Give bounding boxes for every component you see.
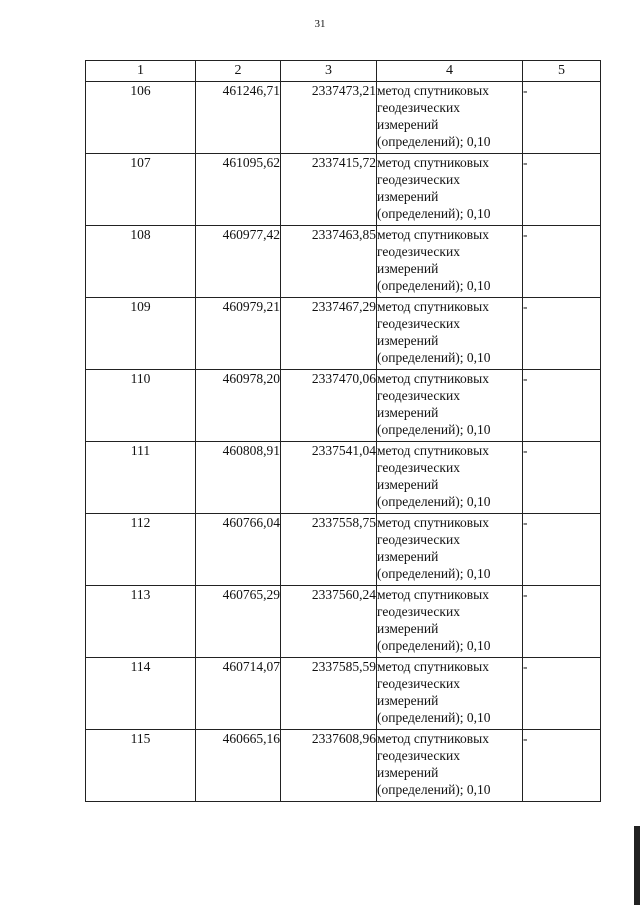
method-line: измерений — [377, 405, 439, 420]
method-cell — [377, 514, 523, 586]
note-cell: - — [523, 514, 601, 586]
scan-edge-mark — [634, 826, 640, 905]
point-number-cell: 112 — [86, 514, 196, 586]
coord-x-cell: 461095,62 — [196, 154, 281, 226]
table-header — [86, 61, 601, 82]
point-number-cell: 106 — [86, 82, 196, 154]
point-number-cell: 114 — [86, 658, 196, 730]
method-line: геодезических — [377, 100, 460, 115]
note-cell: - — [523, 370, 601, 442]
coord-x-cell: 460665,16 — [196, 730, 281, 802]
method-line: метод спутниковых — [377, 299, 489, 314]
coord-y-cell: 2337415,72 — [281, 154, 377, 226]
method-line: геодезических — [377, 604, 460, 619]
header-col-1: 1 — [86, 61, 196, 82]
table-row — [86, 514, 601, 586]
method-line: геодезических — [377, 172, 460, 187]
method-line: измерений — [377, 333, 439, 348]
coord-x-cell: 460714,07 — [196, 658, 281, 730]
method-line: метод спутниковых — [377, 659, 489, 674]
method-line: измерений — [377, 765, 439, 780]
method-line: геодезических — [377, 388, 460, 403]
note-cell: - — [523, 82, 601, 154]
method-line: геодезических — [377, 532, 460, 547]
method-line: геодезических — [377, 748, 460, 763]
method-line: (определений); 0,10 — [377, 422, 491, 437]
coord-x-cell: 460979,21 — [196, 298, 281, 370]
method-line: (определений); 0,10 — [377, 350, 491, 365]
table-row — [86, 154, 601, 226]
table-row — [86, 586, 601, 658]
method-line: (определений); 0,10 — [377, 494, 491, 509]
point-number-cell: 107 — [86, 154, 196, 226]
coord-y-cell: 2337467,29 — [281, 298, 377, 370]
coord-y-cell: 2337560,24 — [281, 586, 377, 658]
method-line: (определений); 0,10 — [377, 134, 491, 149]
method-line: метод спутниковых — [377, 515, 489, 530]
coord-y-cell: 2337585,59 — [281, 658, 377, 730]
coord-y-cell: 2337541,04 — [281, 442, 377, 514]
method-line: измерений — [377, 189, 439, 204]
method-cell — [377, 298, 523, 370]
method-cell — [377, 658, 523, 730]
method-cell — [377, 226, 523, 298]
note-cell: - — [523, 730, 601, 802]
header-col-4: 4 — [377, 61, 523, 82]
page-number: 31 — [314, 18, 326, 30]
point-number-cell: 111 — [86, 442, 196, 514]
method-line: геодезических — [377, 244, 460, 259]
method-line: метод спутниковых — [377, 443, 489, 458]
table-row — [86, 730, 601, 802]
coord-x-cell: 460977,42 — [196, 226, 281, 298]
method-line: измерений — [377, 477, 439, 492]
point-number-cell: 113 — [86, 586, 196, 658]
method-line: геодезических — [377, 460, 460, 475]
method-line: (определений); 0,10 — [377, 638, 491, 653]
method-cell — [377, 442, 523, 514]
method-cell — [377, 82, 523, 154]
table-row — [86, 370, 601, 442]
note-cell: - — [523, 298, 601, 370]
note-cell: - — [523, 226, 601, 298]
method-line: метод спутниковых — [377, 155, 489, 170]
header-col-5: 5 — [523, 61, 601, 82]
header-col-2: 2 — [196, 61, 281, 82]
method-line: измерений — [377, 117, 439, 132]
coord-x-cell: 460978,20 — [196, 370, 281, 442]
method-cell — [377, 154, 523, 226]
method-cell — [377, 730, 523, 802]
method-line: метод спутниковых — [377, 371, 489, 386]
table-row — [86, 226, 601, 298]
point-number-cell: 115 — [86, 730, 196, 802]
method-line: (определений); 0,10 — [377, 206, 491, 221]
header-row — [86, 61, 601, 82]
coord-y-cell: 2337463,85 — [281, 226, 377, 298]
header-col-3: 3 — [281, 61, 377, 82]
method-line: измерений — [377, 621, 439, 636]
coord-y-cell: 2337558,75 — [281, 514, 377, 586]
coord-y-cell: 2337608,96 — [281, 730, 377, 802]
table-body — [86, 82, 601, 802]
coord-x-cell: 460808,91 — [196, 442, 281, 514]
table-row — [86, 442, 601, 514]
note-cell: - — [523, 658, 601, 730]
table-row — [86, 658, 601, 730]
note-cell: - — [523, 586, 601, 658]
method-line: (определений); 0,10 — [377, 710, 491, 725]
coord-x-cell: 461246,71 — [196, 82, 281, 154]
coord-x-cell: 460765,29 — [196, 586, 281, 658]
method-cell — [377, 586, 523, 658]
method-line: метод спутниковых — [377, 587, 489, 602]
coord-y-cell: 2337473,21 — [281, 82, 377, 154]
method-line: геодезических — [377, 316, 460, 331]
method-line: (определений); 0,10 — [377, 566, 491, 581]
method-cell — [377, 370, 523, 442]
method-line: (определений); 0,10 — [377, 782, 491, 797]
method-line: измерений — [377, 693, 439, 708]
coordinates-table — [85, 60, 601, 802]
note-cell: - — [523, 154, 601, 226]
table-row — [86, 298, 601, 370]
point-number-cell: 110 — [86, 370, 196, 442]
note-cell: - — [523, 442, 601, 514]
method-line: измерений — [377, 261, 439, 276]
method-line: метод спутниковых — [377, 227, 489, 242]
method-line: (определений); 0,10 — [377, 278, 491, 293]
method-line: метод спутниковых — [377, 731, 489, 746]
method-line: метод спутниковых — [377, 83, 489, 98]
point-number-cell: 108 — [86, 226, 196, 298]
table-row — [86, 82, 601, 154]
method-line: геодезических — [377, 676, 460, 691]
point-number-cell: 109 — [86, 298, 196, 370]
method-line: измерений — [377, 549, 439, 564]
coord-y-cell: 2337470,06 — [281, 370, 377, 442]
coord-x-cell: 460766,04 — [196, 514, 281, 586]
